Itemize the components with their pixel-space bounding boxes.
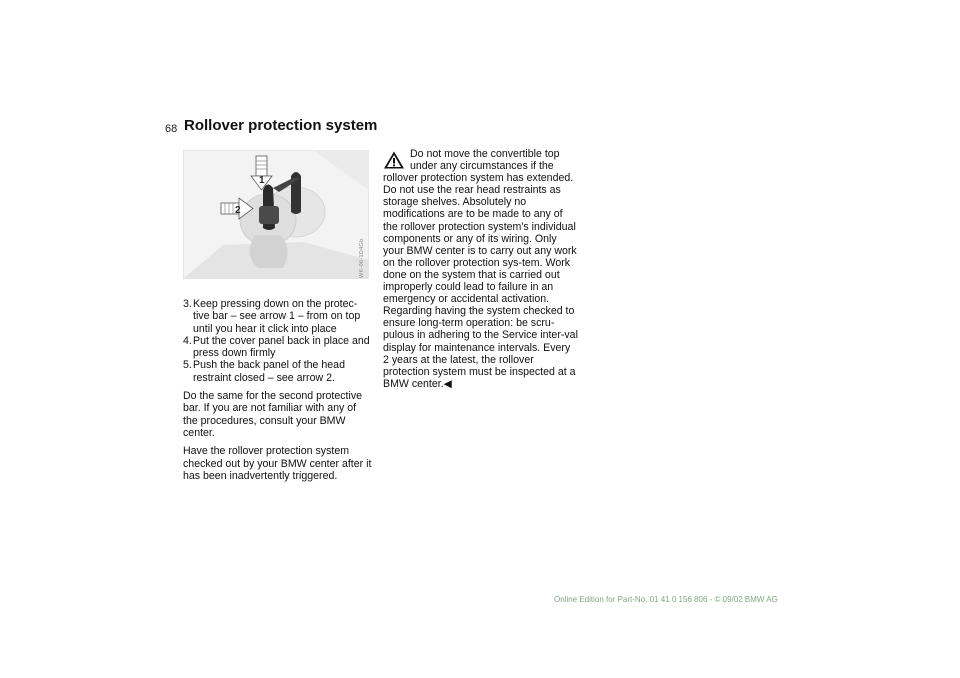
- page-number: 68: [165, 123, 178, 135]
- step-number: 3.: [183, 298, 192, 310]
- procedure-steps: [183, 298, 373, 384]
- left-column: [183, 298, 373, 488]
- step-number: 5.: [183, 359, 192, 372]
- step-text: Push the back panel of the head restraint closed – see arrow 2.: [193, 359, 345, 384]
- second-bar-paragraph: Do the same for the second protective bar. If you are not familiar with any of the procedures, consult your BMW center.: [183, 390, 363, 439]
- step-text: Put the cover panel back in place and press down firmly: [193, 334, 370, 360]
- check-system-paragraph: Have the rollover protection system checked out by your BMW center after it has been inadvertently triggered.: [183, 445, 372, 482]
- warning-line: under any circumstances if the: [410, 160, 554, 173]
- step-5: [183, 359, 373, 384]
- page-title: Rollover protection system: [184, 117, 378, 134]
- warning-line: Do not move the convertible top: [410, 148, 560, 160]
- warning-text: [383, 148, 579, 390]
- arrow-1-label: 1: [259, 175, 265, 186]
- step-3: [183, 298, 373, 335]
- warning-triangle-icon: [383, 150, 405, 170]
- figure-code: WK-06-1D4Gb: [359, 238, 365, 278]
- warning-body: rollover protection system has extended. Do not use the rear head restraints as storage shelves. Absolutely no modifications are to be made to any of the rollover protection system's individual components or any of its wiring. Only your BMW center is to carry out any work on the rollover protection sys-tem. Work done on the system that is carried out improperly could lead to failure in an emergency or accidental activation. Regarding having the system checked to ensure long-term operation: be scru-pulous in adhering to the Service inter-val display for maintenance intervals. Every 2 years at the latest, the rollover protection system must be inspected at a BMW center.◀: [383, 172, 578, 390]
- warning-block: [383, 148, 579, 390]
- arrow-2-label: 2: [235, 205, 241, 216]
- step-text: Keep pressing down on the protec-tive bar – see arrow 1 – from on top until you hear it click into place: [193, 298, 361, 335]
- footer-edition-note: Online Edition for Part-No. 01 41 0 156 806 - © 09/02 BMW AG: [554, 595, 778, 604]
- step-number: 4.: [183, 334, 192, 347]
- rollover-bar-illustration: [183, 150, 369, 279]
- step-4: [183, 335, 373, 360]
